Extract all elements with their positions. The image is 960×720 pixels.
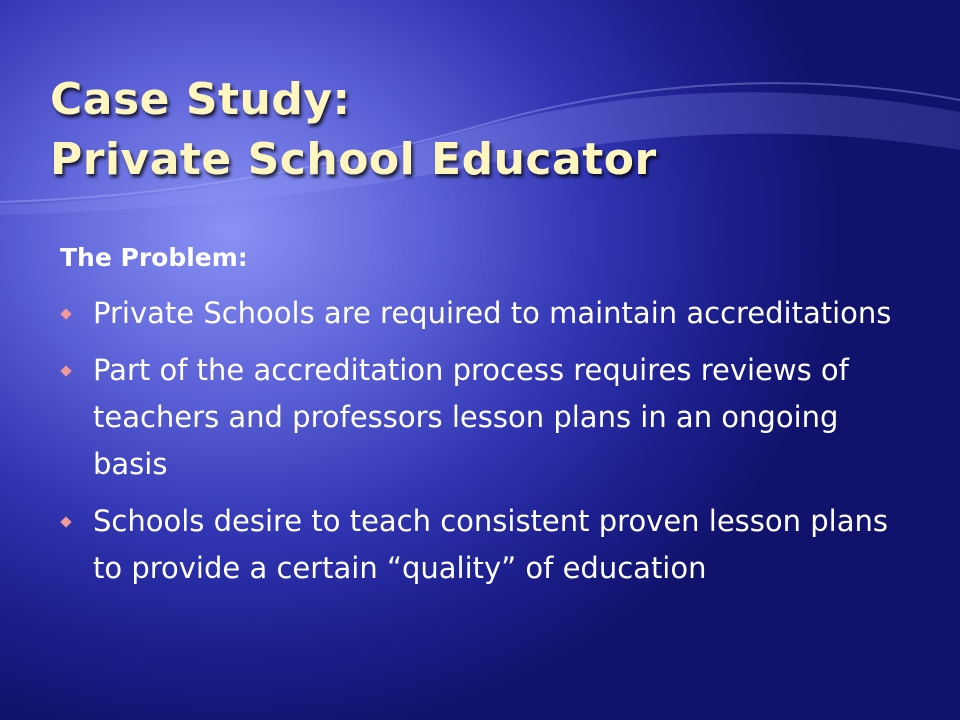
diamond-bullet-icon — [60, 516, 71, 527]
title-line-2: Private School Educator — [50, 134, 657, 185]
diamond-bullet-icon — [60, 365, 71, 376]
title-line-1: Case Study: — [50, 74, 351, 125]
bullet-item — [60, 347, 920, 488]
bullet-text: Private Schools are required to maintain accreditations — [93, 296, 892, 330]
slide-body — [60, 240, 920, 602]
diamond-bullet-icon — [60, 308, 71, 319]
subheading: The Problem: — [60, 243, 248, 272]
bullet-text: Schools desire to teach consistent proven lesson plans to provide a certain “quality” of education — [93, 504, 888, 585]
bullet-item — [60, 290, 920, 337]
bullet-text: Part of the accreditation process requires reviews of teachers and professors lesson plans in an ongoing basis — [93, 353, 849, 481]
bullet-list — [60, 290, 920, 592]
bullet-item — [60, 498, 920, 592]
slide-title — [50, 70, 657, 190]
